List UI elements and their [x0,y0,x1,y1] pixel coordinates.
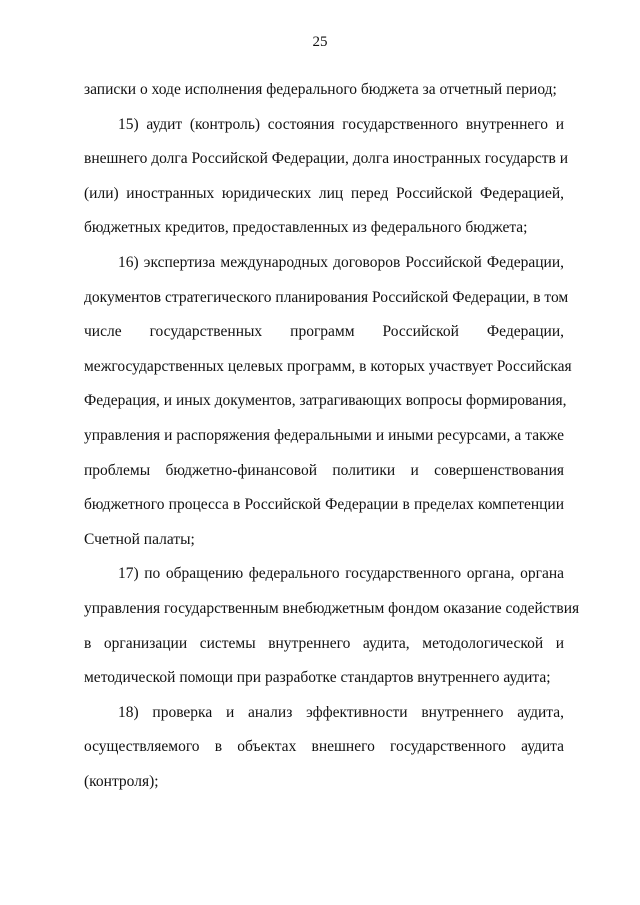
text-line: (или) иностранных юридических лиц перед Российской Федерацией, [84,184,564,202]
text-line: 16) экспертиза международных договоров Российской Федерации, [118,253,564,271]
text-line: Счетной палаты; [84,530,195,548]
text-line: записки о ходе исполнения федерального бюджета за отчетный период; [84,81,557,98]
text-line: (контроля); [84,772,159,790]
text-line: 15) аудит (контроль) состояния государственного внутреннего и [118,115,564,133]
text-line: числе государственных программ Российской Федерации, [84,323,564,341]
text-line: бюджетных кредитов, предоставленных из федерального бюджета; [84,219,528,237]
text-line: Федерация, и иных документов, затрагивающих вопросы формирования, [84,392,567,410]
text-line: межгосударственных целевых программ, в которых участвует Российская [84,357,572,375]
document-body [84,73,580,799]
text-line: методической помощи при разработке стандартов внутреннего аудита; [84,669,551,687]
text-line: 18) проверка и анализ эффективности внутреннего аудита, [118,703,564,721]
text-line: 17) по обращению федерального государственного органа, органа [118,565,564,583]
text-line: управления государственным внебюджетным фондом оказание содействия [84,599,580,617]
text-line: бюджетного процесса в Российской Федерации в пределах компетенции [84,496,564,514]
text-line: в организации системы внутреннего аудита, методологической и [84,634,564,652]
text-line: документов стратегического планирования Российской Федерации, в том [84,288,569,306]
page-number: 25 [312,34,328,50]
text-line: проблемы бюджетно-финансовой политики и совершенствования [84,461,564,479]
text-line: осуществляемого в объектах внешнего государственного аудита [84,738,564,756]
text-line: внешнего долга Российской Федерации, долга иностранных государств и [84,150,569,168]
text-line: управления и распоряжения федеральными и иными ресурсами, а также [84,426,564,444]
